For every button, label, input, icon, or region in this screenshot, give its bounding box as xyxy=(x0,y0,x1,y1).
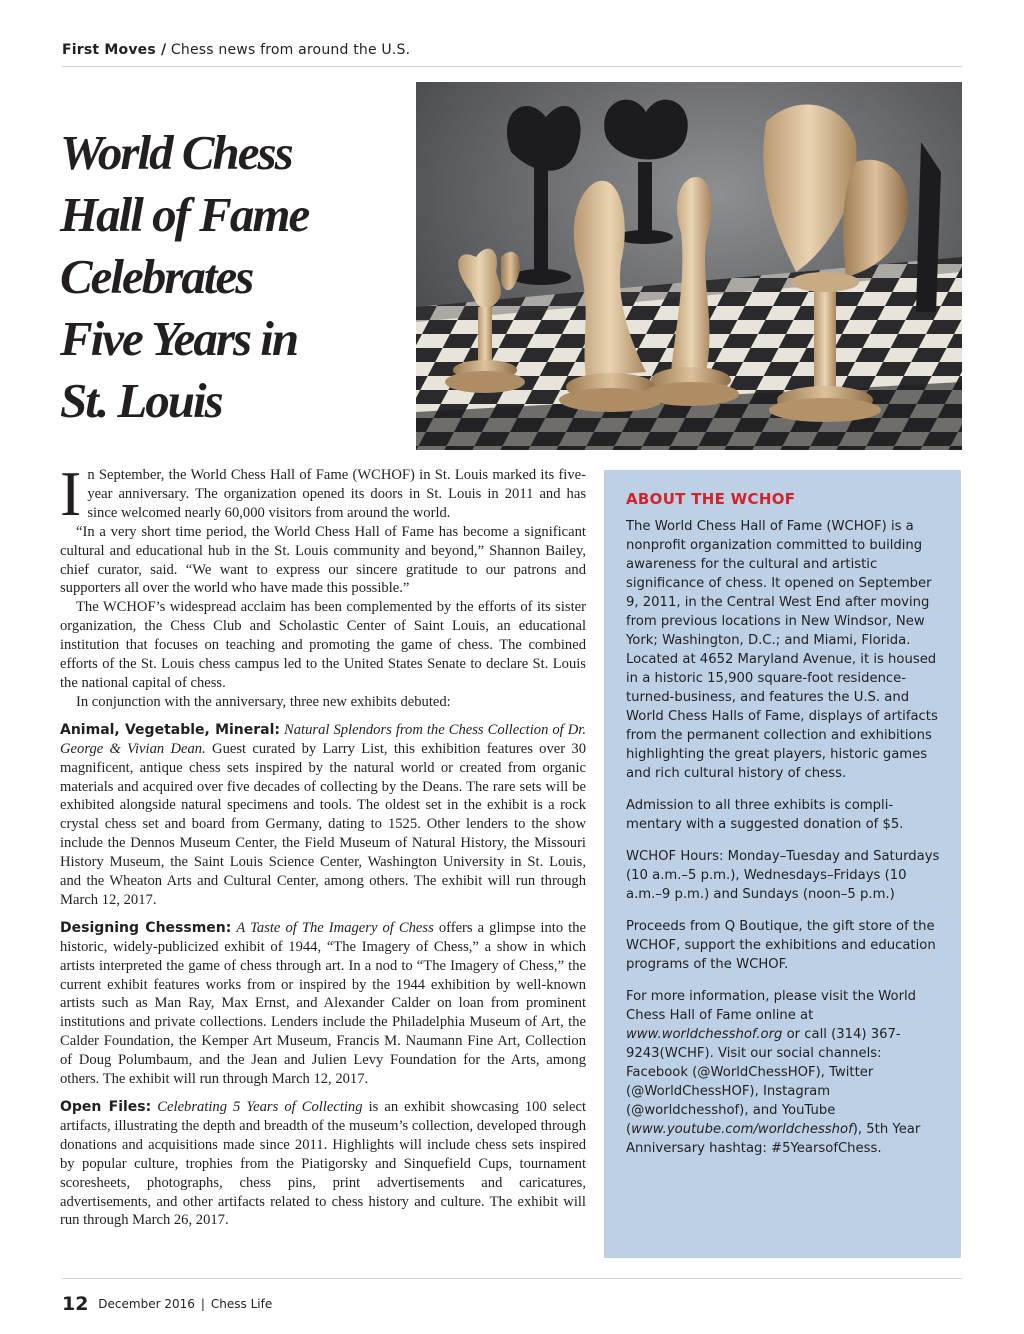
section-name: First Moves / xyxy=(62,42,167,58)
exhibit-description: offers a glimpse into the historic, widely-publicized exhibit of 1944, “The Imagery of Chess,” a show in which artists interpreted the game of chess through art. In a nod to “The Imagery of Chess,” the current exhibit features works from or inspired by the 1944 exhibition by well-known artists such as Man Ray, Max Ernst, and Alexander Calder on loan from prominent institutions and private collections. Lenders include the Philadelphia Museum of Art, the Calder Foundation, the Kemper Art Museum, Francis M. Naumann Fine Art, Collection of Doug Polumbaum, and the Jean and Julien Levy Foundation for the Arts, among others. The exhibit will run through March 12, 2017. xyxy=(60,919,587,1088)
magazine-name: Chess Life xyxy=(210,1297,273,1311)
exhibit-kicker: Animal, Vegetable, Mineral: xyxy=(60,721,281,738)
page-number: 12 xyxy=(62,1293,89,1315)
youtube-link[interactable]: www.youtube.com/worldchesshof xyxy=(631,1122,853,1137)
website-link[interactable]: www.worldchesshof.org xyxy=(626,1027,783,1042)
sidebar-about: The World Chess Hall of Fame (WCHOF) is a nonprofit organization committed to building awareness for the cultural and artistic significance of chess. It opened on September 9, 2011, in the Central West End after moving from previous locations in New Windsor, New York; Washington, D.C.; and Miami, Florida. Located at 4652 Maryland Avenue, it is housed in a historic 15,900 square-foot residence-turned-business, and features the U.S. and World Chess Halls of Fame, displays of artifacts from the permanent collection and exhibitions highlighting the great players, historic games and rich cultural history of chess. xyxy=(626,519,938,781)
about-sidebar xyxy=(604,470,961,1258)
title-line: Celebrates xyxy=(60,249,253,304)
intro-paragraph xyxy=(60,458,586,529)
article-body xyxy=(60,458,587,1230)
contact-text: or call (314) 367-9243(WCHF). Visit our social channels: Facebook (@WorldChessHOF), Twitter (@WorldChessHOF), Instagram (@worldchesshof), and YouTube ( xyxy=(626,1027,901,1137)
quote-paragraph: “In a very short time period, the World Chess Hall of Fame has become a significant cultural and educational hub in the St. Louis community and beyond,” Shannon Bailey, chief curator, said. “We want to express our sincere gratitude to our patrons and supporters all over the world who have made this possible.” xyxy=(60,523,586,597)
exhibit-kicker: Open Files: xyxy=(60,1099,152,1115)
sidebar-heading: ABOUT THE WCHOF xyxy=(626,490,796,508)
drop-cap: I xyxy=(60,458,82,529)
title-line: Five Years in xyxy=(60,311,298,366)
exhibit-animal-vegetable-mineral xyxy=(60,721,586,910)
footer-divider xyxy=(62,1278,962,1279)
sidebar-hours: WCHOF Hours: Monday–Tuesday and Saturdays (10 a.m.–5 p.m.), Wednesdays–Fridays (10 a.m.–9 p.m.) and Sundays (noon–5 p.m.) xyxy=(626,849,940,902)
exhibit-designing-chessmen xyxy=(60,919,586,1089)
acclaim-paragraph: The WCHOF’s widespread acclaim has been complemented by the efforts of its sister organization, the Chess Club and Scholastic Center of Saint Louis, an educational institution that focuses on teaching and promoting the game of chess. The combined efforts of the St. Louis chess campus led to the United States Senate to declare St. Louis the national capital of chess. xyxy=(60,599,586,691)
exhibit-subtitle: Natural Splendors from the Chess Collection of Dr. George & Vivian Dean. xyxy=(60,721,586,757)
issue-date: December 2016 xyxy=(98,1297,195,1311)
exhibit-subtitle: A Taste of The Imagery of Chess xyxy=(236,919,434,936)
intro-text: n September, the World Chess Hall of Fame (WCHOF) in St. Louis marked its five-year anniversary. The organization opened its doors in St. Louis in 2011 and has since welcomed nearly 60,000 visitors from around the world. xyxy=(87,467,586,521)
contact-text: For more information, please visit the World Chess Hall of Fame online at xyxy=(626,989,917,1023)
running-header xyxy=(62,42,410,58)
exhibit-open-files xyxy=(60,1098,586,1230)
section-subtitle: Chess news from around the U.S. xyxy=(166,42,411,58)
exhibit-description: is an exhibit showcasing 100 select artifacts, illustrating the depth and breadth of the museum’s collection, developed through donations and acquisitions made since 2011. Highlights will include chess sets inspired by popular culture, trophies from the Piatigorsky and Sinquefield Cups, tournament scoresheets, photographs, chess pins, print advertisements and caricatures, advertisements, and other artifacts related to chess history and culture. The exhibit will run through March 26, 2017. xyxy=(60,1099,587,1229)
exhibit-subtitle: Celebrating 5 Years of Collecting xyxy=(157,1099,363,1115)
sidebar-contact xyxy=(626,987,943,1158)
exhibits-intro: In conjunction with the anniversary, three new exhibits debuted: xyxy=(76,693,451,710)
exhibit-kicker: Designing Chessmen: xyxy=(60,919,232,936)
article-title xyxy=(60,122,380,432)
page-footer xyxy=(62,1293,272,1315)
header-divider xyxy=(62,66,962,67)
contact-text: ), 5th Year Anniversary hashtag: #5YearsofChess. xyxy=(626,1122,921,1156)
sidebar-admission: Admission to all three exhibits is compli-mentary with a suggested donation of $5. xyxy=(626,798,904,832)
sidebar-boutique: Proceeds from Q Boutique, the gift store of the WCHOF, support the exhibitions and education programs of the WCHOF. xyxy=(626,919,936,972)
title-line: St. Louis xyxy=(60,373,222,428)
footer-separator: | xyxy=(200,1297,205,1311)
title-line: Hall of Fame xyxy=(60,187,309,242)
chess-pieces-photo xyxy=(416,82,962,450)
title-line: World Chess xyxy=(60,125,292,180)
exhibit-description: Guest curated by Larry List, this exhibition features over 30 magnificent, antique chess sets inspired by the natural world or created from organic materials and acquired over five decades of collecting by the Deans. The rare sets will be exhibited alongside natural specimens and tools. The oldest set in the exhibit is a rock crystal chess set and board from Germany, dating to 1525. Other lenders to the show include the Dennos Museum Center, the Field Museum of Natural History, the Missouri History Museum, the Saint Louis Science Center, Washington University in St. Louis, and the Wheaton Arts and Cultural Center, among others. The exhibit will run through March 12, 2017. xyxy=(60,740,586,908)
